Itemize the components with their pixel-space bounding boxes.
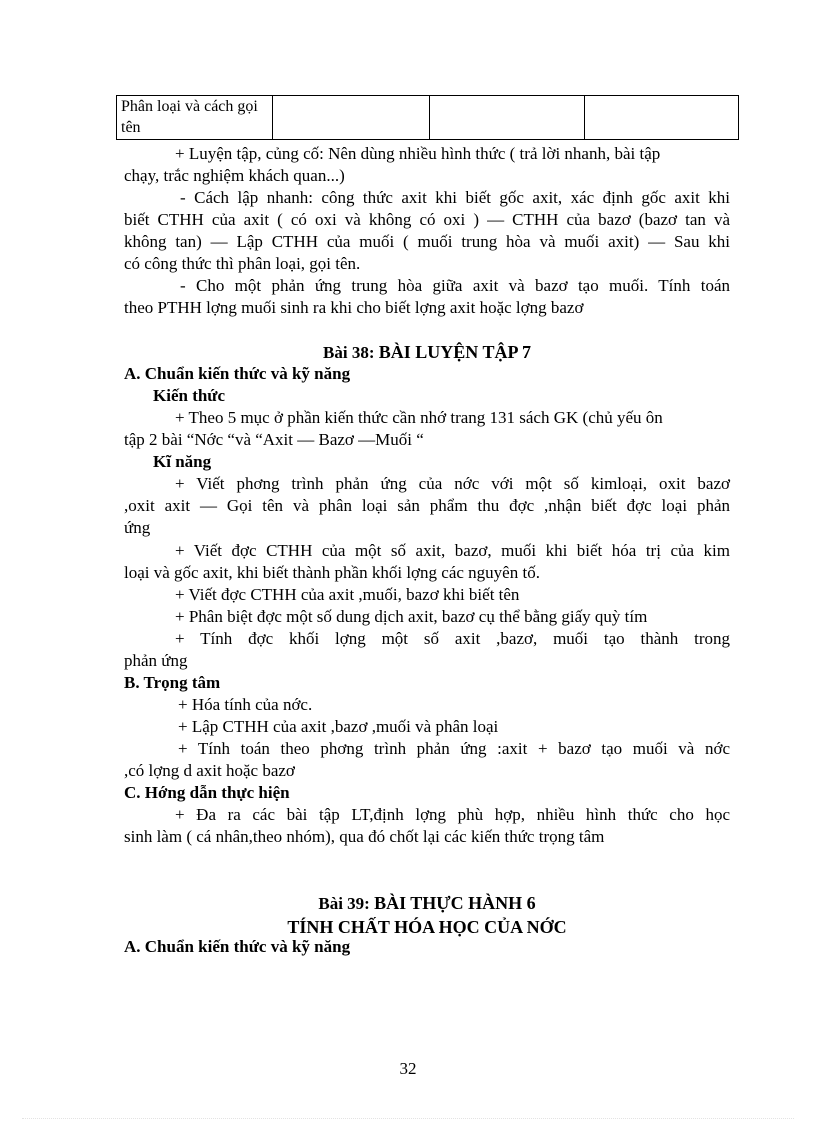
text-line: loại và gốc axit, khi biết thành phần khối lợng các nguyên tố. bbox=[124, 563, 540, 582]
text-line: + Lập CTHH của axit ,bazơ ,muối và phân loại bbox=[178, 717, 499, 736]
lesson-38-heading bbox=[124, 341, 730, 364]
section-heading: C. Hớng dẫn thực hiện bbox=[124, 783, 290, 802]
page-divider bbox=[22, 1118, 794, 1119]
text-line: + Viết đợc CTHH của axit ,muối, bazơ khi biết tên bbox=[175, 585, 520, 604]
text-line: theo PTHH lợng muối sinh ra khi cho biết lợng axit hoặc lợng bazơ bbox=[124, 298, 584, 317]
lesson-39-heading bbox=[124, 892, 730, 915]
text-line: ứng bbox=[124, 518, 151, 537]
text-line: có công thức thì phân loại, gọi tên. bbox=[124, 254, 361, 273]
table-cell bbox=[430, 96, 585, 140]
table-cell: Phân loại và cách gọi tên bbox=[117, 96, 273, 140]
section-heading: B. Trọng tâm bbox=[124, 673, 221, 692]
subsection-heading: Kĩ năng bbox=[153, 452, 212, 471]
table-row bbox=[117, 96, 739, 140]
section-heading: A. Chuẩn kiến thức và kỹ năng bbox=[124, 364, 351, 383]
text-line: + Đa ra các bài tập LT,định lợng phù hợp, nhiều hình thức cho học bbox=[175, 805, 730, 824]
text-line: biết CTHH của axit ( có oxi và không có oxi ) — CTHH của bazơ (bazơ tan và bbox=[124, 210, 730, 229]
lesson-subtitle: TÍNH CHẤT HÓA HỌC CỦA NỚC bbox=[287, 917, 567, 937]
table-cell bbox=[273, 96, 430, 140]
text-line: phản ứng bbox=[124, 651, 188, 670]
table-cell bbox=[585, 96, 739, 140]
lesson-number: Bài 39: bbox=[318, 894, 370, 913]
page-number: 32 bbox=[399, 1059, 417, 1078]
text-line: + Tính toán theo phơng trình phản ứng :axit + bazơ tạo muối và nớc bbox=[178, 739, 730, 758]
text-line: ,oxit axit — Gọi tên và phân loại sản phẩm thu đợc ,nhận biết đợc loại phản bbox=[124, 496, 730, 515]
subsection-heading: Kiến thức bbox=[153, 386, 226, 405]
text-line: ,có lợng d axit hoặc bazơ bbox=[124, 761, 295, 780]
text-line: - Cho một phản ứng trung hòa giữa axit và bazơ tạo muối. Tính toán bbox=[180, 276, 730, 295]
text-line: + Viết đợc CTHH của một số axit, bazơ, muối khi biết hóa trị của kim bbox=[175, 541, 730, 560]
classification-table bbox=[116, 95, 739, 140]
text-line: - Cách lập nhanh: công thức axit khi biết gốc axit, xác định gốc axit khi bbox=[180, 188, 730, 207]
text-line: + Hóa tính của nớc. bbox=[178, 695, 313, 714]
text-line: + Tính đợc khối lợng một số axit ,bazơ, muối tạo thành trong bbox=[175, 629, 730, 648]
text-line: sinh làm ( cá nhân,theo nhóm), qua đó chốt lại các kiến thức trọng tâm bbox=[124, 827, 605, 846]
text-line: + Phân biệt đợc một số dung dịch axit, bazơ cụ thể bằng giấy quỳ tím bbox=[175, 607, 648, 626]
text-line: tập 2 bài “Nớc “và “Axit — Bazơ —Muối “ bbox=[124, 430, 424, 449]
text-line: chạy, trắc nghiệm khách quan...) bbox=[124, 166, 345, 185]
lesson-title: BÀI LUYỆN TẬP 7 bbox=[378, 342, 531, 362]
lesson-number: Bài 38: bbox=[323, 343, 375, 362]
text-line: + Viết phơng trình phản ứng của nớc với một số kimloại, oxit bazơ bbox=[175, 474, 730, 493]
section-heading: A. Chuẩn kiến thức và kỹ năng bbox=[124, 937, 351, 956]
text-line: + Theo 5 mục ở phần kiến thức cần nhớ trang 131 sách GK (chủ yếu ôn bbox=[175, 408, 663, 427]
text-line: + Luyện tập, củng cố: Nên dùng nhiều hình thức ( trả lời nhanh, bài tập bbox=[175, 144, 661, 163]
lesson-title: BÀI THỰC HÀNH 6 bbox=[374, 893, 536, 913]
text-line: không tan) — Lập CTHH của muối ( muối trung hòa và muối axit) — Sau khi bbox=[124, 232, 730, 251]
